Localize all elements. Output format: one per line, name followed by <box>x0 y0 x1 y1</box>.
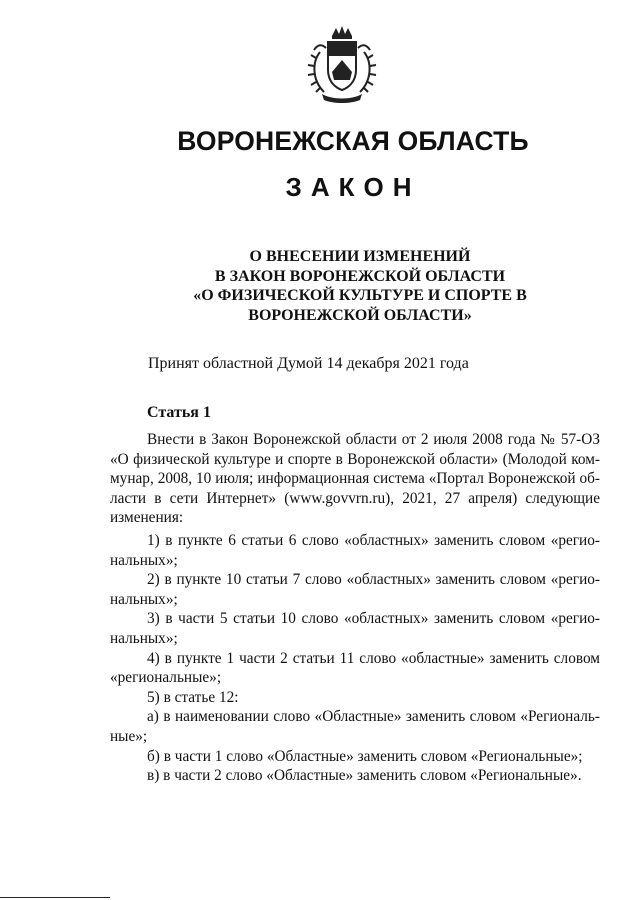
paragraph-line: Внести в Закон Воронежской области от 2 июля 2008 года № 57-ОЗ <box>147 431 600 448</box>
amendment-item-line: нальных»; <box>110 551 178 569</box>
amendment-item-line: 1) в пункте 6 статьи 6 слово «областных» заменить словом «регио- <box>147 532 600 549</box>
law-title-line: О ВНЕСЕНИИ ИЗМЕНЕНИЙ <box>249 248 471 265</box>
amendment-item-line: 5) в статье 12: <box>147 688 239 706</box>
paragraph-line: «О физической культуре и спорте в Воронежской области» (Молодой ком- <box>110 450 600 468</box>
amendment-list <box>110 531 600 786</box>
footnote-divider <box>0 897 110 898</box>
amendment-item-line: 3) в части 5 статьи 10 слово «областных» заменить словом «регио- <box>147 610 600 628</box>
amendment-item-line: «региональные»; <box>110 669 222 687</box>
amendment-item-line: 4) в пункте 1 части 2 статьи 11 слово «областные» заменить словом <box>147 649 600 667</box>
paragraph-line: ласти в сети Интернет» (www.govvrn.ru), 2021, 27 апреля) следующие <box>110 489 600 507</box>
region-heading: ВОРОНЕЖСКАЯ ОБЛАСТЬ <box>177 126 529 156</box>
amendment-item-line: нальных»; <box>110 590 178 608</box>
amendment-item-line: 2) в пункте 10 статьи 7 слово «областных» заменить словом «регио- <box>147 571 600 589</box>
article-intro-paragraph <box>110 430 600 528</box>
paragraph-line: изменения: <box>110 509 184 527</box>
document-type-heading: ЗАКОН <box>285 172 421 202</box>
amendment-item-line: в) в части 2 слово «Областные» заменить словом «Региональные». <box>147 767 582 785</box>
amendment-item-line: ные»; <box>110 727 148 745</box>
adoption-statement: Принят областной Думой 14 декабря 2021 года <box>148 355 469 372</box>
article-heading: Статья 1 <box>147 404 211 421</box>
law-title <box>150 247 570 325</box>
paragraph-line: мунар, 2008, 10 июля; информационная система «Портал Воронежской об- <box>110 470 600 488</box>
amendment-item-line: б) в части 1 слово «Областные» заменить словом «Региональные»; <box>147 747 583 765</box>
law-title-line: ВОРОНЕЖСКОЙ ОБЛАСТИ» <box>248 306 472 324</box>
coat-of-arms-emblem <box>302 22 382 106</box>
amendment-item-line: нальных»; <box>110 629 178 647</box>
law-title-line: «О ФИЗИЧЕСКОЙ КУЛЬТУРЕ И СПОРТЕ В <box>193 287 527 304</box>
law-title-line: В ЗАКОН ВОРОНЕЖСКОЙ ОБЛАСТИ <box>214 267 506 285</box>
amendment-item-line: а) в наименовании слово «Областные» заменить словом «Региональ- <box>147 708 600 726</box>
